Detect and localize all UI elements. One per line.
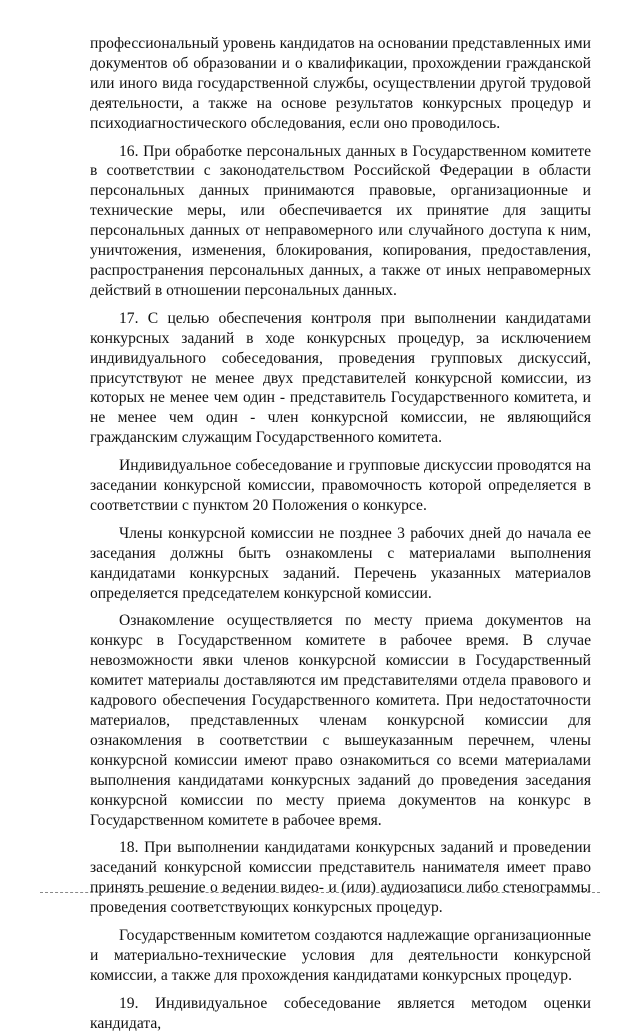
- paragraph-18-conditions: Государственным комитетом создаются надлежащие организационные и материально-технические условия для деятельности конкурсной комиссии, а также для прохождения кандидатами конкурсных процедур.: [90, 927, 591, 984]
- paragraph-17-familiarization: Ознакомление осуществляется по месту приема документов на конкурс в Государственном комитете в рабочее время. В случае невозможности явки членов конкурсной комиссии в Государственный комитет материалы доставляются им представителями отдела правового и кадрового обеспечения Государственного комитета. При недостаточности материалов, представленных членам конкурсной комиссии для ознакомления в соответствии с вышеуказанным перечнем, члены конкурсной комиссии имеют право ознакомиться со всеми материалами выполнения кандидатами конкурсных заданий до проведения заседания конкурсной комиссии по месту приема документов на конкурс в Государственном комитете в рабочее время.: [90, 612, 591, 829]
- paragraph-18: 18. При выполнении кандидатами конкурсных заданий и проведении заседаний конкурсной комиссии представитель нанимателя имеет право принять решение о ведении видео- и (или) аудиозаписи либо стенограммы проведения соответствующих конкурсных процедур.: [90, 839, 591, 917]
- paragraph-17-members: Члены конкурсной комиссии не позднее 3 рабочих дней до начала ее заседания должны быть ознакомлены с материалами выполнения кандидатами конкурсных заданий. Перечень указанных материалов определяется председателем конкурсной комиссии.: [90, 524, 591, 602]
- paragraph-19: 19. Индивидуальное собеседование является методом оценки кандидата,: [90, 994, 591, 1032]
- page-bottom-edge: [40, 892, 600, 893]
- paragraph-17: 17. С целью обеспечения контроля при выполнении кандидатами конкурсных заданий в ходе конкурсных процедур, за исключением индивидуального собеседования, проведения групповых дискуссий, присутствуют не менее двух представителей конкурсной комиссии, из которых не менее чем один - представитель Государственного комитета, и не менее чем один - член конкурсной комиссии, не являющийся гражданским служащим Государственного комитета.: [90, 309, 591, 447]
- paragraph-16: 16. При обработке персональных данных в Государственном комитете в соответствии с законодательством Российской Федерации в области персональных данных принимаются правовые, организационные и технические меры, или обеспечивается их принятие для защиты персональных данных от неправомерного или случайного доступа к ним, уничтожения, изменения, блокирования, копирования, предоставления, распространения персональных данных, а также от иных неправомерных действий в отношении персональных данных.: [90, 142, 591, 299]
- paragraph-continuation: профессиональный уровень кандидатов на основании представленных ими документов об образовании и о квалификации, прохождении гражданской или иного вида государственной службы, осуществлении другой трудовой деятельности, а также на основе результатов конкурсных процедур и психодиагностического обследования, если оно проводилось.: [90, 35, 591, 132]
- paragraph-17-interview: Индивидуальное собеседование и групповые дискуссии проводятся на заседании конкурсной комиссии, правомочность которой определяется в соответствии с пунктом 20 Положения о конкурсе.: [90, 457, 591, 514]
